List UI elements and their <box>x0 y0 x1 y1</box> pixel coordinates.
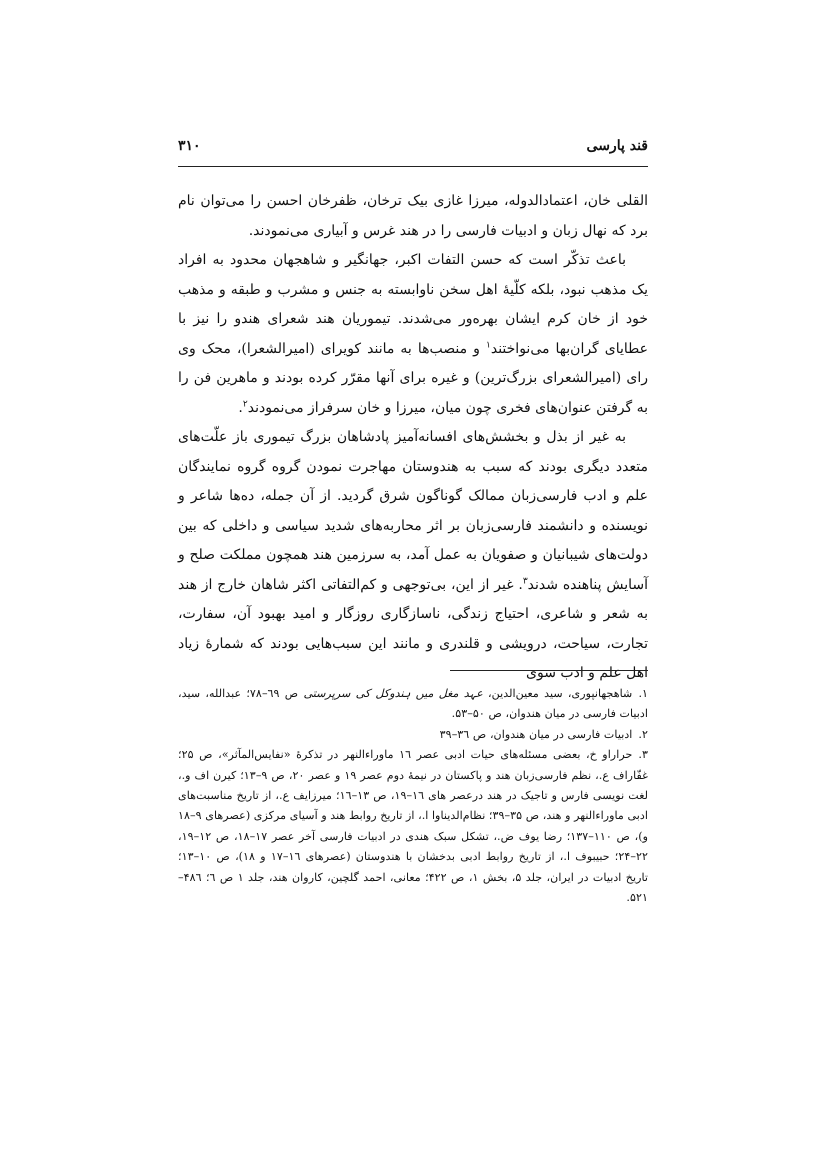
body-text <box>178 187 648 689</box>
header-rule <box>178 166 648 167</box>
footnote-2-text: ادبیات فارسی در میان هندوان، ص ۳٦–۳۹ <box>439 727 633 741</box>
paragraph-1: القلی خان، اعتمادالدوله، میرزا غازی بیک ترخان، ظفرخان احسن را می‌توان نام برد که نهال زبان و ادبیات فارسی را در هند غرس و آبیاری می‌نمودند. <box>178 193 648 239</box>
footnote-3 <box>178 745 648 908</box>
footnote-mark-3[interactable]: ۳ <box>522 575 528 586</box>
footnote-1-text-a: شاهجهانپوری، سید معین‌الدین، <box>488 687 633 700</box>
footnote-mark-2[interactable]: ۲ <box>242 398 248 409</box>
paragraph-3-part-b: غیر از این، بی‌توجهی و کم‌التفاتی اکثر شاهان خارج از هند به شعر و شاعری، احتیاج زندگی، ناسازگاری روزگار و امید بهبود آن، سفارت، تجارت، سیاحت، درویشی و قلندری و مانند این سبب‌هایی بودند که شمارهٔ زیاد اهل علم و ادب سوی <box>178 576 648 681</box>
footnote-1-title: عہد مغل میں ہندوکل کی سرپرستی <box>303 687 483 700</box>
footnotes <box>178 684 648 908</box>
paragraph-2: باعث تذکّر است که حسن التفات اکبر، جهانگیر و شاهجهان محدود به افراد یک مذهب نبود، بلکه کلّیهٔ اهل سخن ناوابسته به جنس و مشرب و طبقه و مذهب خود از خان کرم ایشان بهره‌ور می‌شدند. تیموریان هند شعرای هندو را نیز با عطایای گران‌بها می‌نواختند$^۱$ و منصب‌ها به مانند کویرای (امیرالشعرا)، محک وی رای (امیرالشعرای بزرگ‌ترین) و غیره برای آنها مقرّر کرده بودند و ماهرین فن را به گرفتن عنوان‌های فخری چون میان، میرزا و خان سرفراز می‌نمودند$^۲$. <box>178 252 648 416</box>
footnote-1 <box>178 684 648 725</box>
footnote-2-number: ۲. <box>638 727 648 741</box>
paragraph-3-part-a: به غیر از بذل و بخشش‌های افسانه‌آمیز پادشاهان بزرگ تیموری باز علّت‌های متعدد دیگری بودند که سبب به هندوستان مهاجرت نمودن گروه گروه نمایندگان علم و ادب فارسی‌زبان ممالک گوناگون شرق گردید. از آن جمله، ده‌ها شاعر و نویسنده و دانشمند فارسی‌زبان بر اثر محاربه‌های شدید سیاسی و داخلی که بین دولت‌های شیبانیان و صفویان به عمل آمد، به سرزمین هند همچون مملکت صلح و آسایش پناهنده شدند <box>178 429 648 593</box>
footnote-1-text-b: ص ٦٩–۷۸؛ عبدالله، سید، ادبیات فارسی در میان هندوان، ص ۵۰–۵۳. <box>178 687 648 721</box>
footnote-mark-1[interactable]: ۱ <box>486 339 491 350</box>
paragraph-3: به غیر از بذل و بخشش‌های افسانه‌آمیز پادشاهان بزرگ تیموری باز علّت‌های متعدد دیگری بودند که سبب به هندوستان مهاجرت نمودن گروه گروه نمایندگان علم و ادب فارسی‌زبان ممالک گوناگون شرق گردید. از آن جمله، ده‌ها شاعر و نویسنده و دانشمند فارسی‌زبان بر اثر محاربه‌های شدید سیاسی و داخلی که بین دولت‌های شیبانیان و صفویان به عمل آمد، به سرزمین هند همچون مملکت صلح و آسایش پناهنده شدند$^۳$. غیر از این، بی‌توجهی و کم‌التفاتی اکثر شاهان خارج از هند به شعر و شاعری، احتیاج زندگی، ناسازگاری روزگار و امید بهبود آن، سفارت، تجارت، سیاحت، درویشی و قلندری و مانند این سبب‌هایی بودند که شمارهٔ زیاد اهل علم و ادب سوی <box>178 429 648 681</box>
footnote-2 <box>178 725 648 745</box>
paragraph-2-part-a: باعث تذکّر است که حسن التفات اکبر، جهانگیر و شاهجهان محدود به افراد یک مذهب نبود، بلکه کلّیهٔ اهل سخن ناوابسته به جنس و مشرب و طبقه و مذهب خود از خان کرم ایشان بهره‌ور می‌شدند. تیموریان هند شعرای هندو را نیز با عطایای گران‌بها می‌نواختند <box>178 252 648 357</box>
footnote-3-number: ۳. <box>638 748 648 762</box>
page-number: ۳۱۰ <box>178 138 201 154</box>
page-header <box>178 138 648 166</box>
running-title: قند پارسی <box>586 138 648 154</box>
footnote-rule <box>450 670 648 671</box>
paragraph-2-part-b: و منصب‌ها به مانند کویرای (امیرالشعرا)، محک وی رای (امیرالشعرای بزرگ‌ترین) و غیره برای آنها مقرّر کرده بودند و ماهرین فن را به گرفتن عنوان‌های فخری چون میان، میرزا و خان سرفراز می‌نمودند <box>178 340 648 416</box>
footnote-3-text: حراراو خ، بعضی مسئله‌های حیات ادبی عصر ١٦ ماوراءالنهر در تذکرهٔ «نفایس‌المآثر»، ص ۲۵؛ غفّاراف ع.، نظم فارسی‌زبان هند و پاکستان در نیمهٔ دوم عصر ١۹ و عصر ۲۰، ص ۹–۱۳؛ کیرن اف و.، لغت نویسی فارس و تاجیک در هند درعصر های ١٦–١۹، ص ۱۳–١٦؛ میرزایف ع.، از تاریخ مناسبت‌های ادبی ماوراءالنهر و هند، ص ۳۵–۳۹؛ نظام‌الدیناوا ا.، از تاریخ روابط هند و آسیای مرکزی (عصرهای ۹–۱۸ و)، ص ۱۱۰–۱۳۷؛ رضا یوف ض.، تشکل سبک هندی در ادبیات فارسی آخر عصر ١۷–۱۸، ص ۱۲–١۹، ۲۲–۲۴؛ حبیبوف ا.، از تاریخ روابط ادبی بدخشان با هندوستان (عصرهای ١٦–١۷ و ۱۸)، ص ۱۰–۱۳؛ تاریخ ادبیات در ایران، جلد ۵، بخش ۱، ص ۴۲۲؛ معانی، احمد گلچین، کاروان هند، جلد ۱ ص ٦؛ ۴۸٦–۵۲۱. <box>178 748 649 905</box>
footnote-1-number: ۱. <box>638 687 649 700</box>
